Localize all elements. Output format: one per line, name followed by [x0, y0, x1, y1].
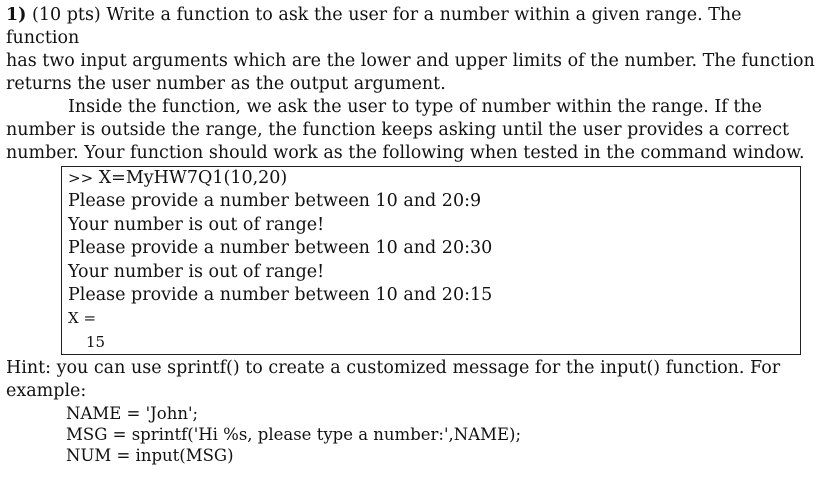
console-output-line: Please provide a number between 10 and 20:9	[68, 191, 482, 212]
question-text-line: has two input arguments which are the lower and upper limits of the number. The function	[6, 51, 815, 71]
example-code-block	[66, 403, 816, 466]
console-output-line: Please provide a number between 10 and 20:30	[68, 238, 493, 259]
example-code-line: NAME = 'John';	[66, 404, 199, 424]
question-text-line: number. Your function should work as the following when tested in the command window.	[6, 143, 805, 163]
question-text-line: returns the user number as the output argument.	[6, 74, 446, 94]
console-result-label: X =	[68, 309, 97, 328]
console-output-line: Please provide a number between 10 and 20:15	[68, 284, 493, 305]
hint-text-line: Hint: you can use sprintf() to create a customized message for the input() function. For	[6, 358, 781, 379]
hint-text-line: example:	[6, 381, 87, 402]
assignment-document	[6, 4, 816, 466]
question-points: (10 pts)	[32, 5, 101, 25]
hint-paragraph	[6, 357, 816, 403]
example-code-line: MSG = sprintf('Hi %s, please type a number:',NAME);	[66, 425, 522, 445]
question-text-line: Inside the function, we ask the user to type of number within the range. If the	[68, 97, 762, 117]
console-command-line	[68, 167, 800, 190]
question-text-line: Write a function to ask the user for a number within a given range. The function	[6, 5, 742, 48]
question-number: 1)	[6, 5, 27, 25]
question-paragraph-1	[6, 4, 816, 96]
question-paragraph-2	[6, 96, 816, 165]
console-result-value: 15	[86, 332, 106, 351]
console-prompt: >>	[68, 169, 94, 187]
console-output-line: Your number is out of range!	[68, 261, 325, 282]
console-output-line: Your number is out of range!	[68, 214, 325, 235]
example-code-line: NUM = input(MSG)	[66, 446, 234, 466]
command-window-example	[61, 166, 801, 355]
question-text-line: number is outside the range, the function keeps asking until the user provides a correct	[6, 120, 790, 140]
console-command: X=MyHW7Q1(10,20)	[98, 168, 288, 188]
